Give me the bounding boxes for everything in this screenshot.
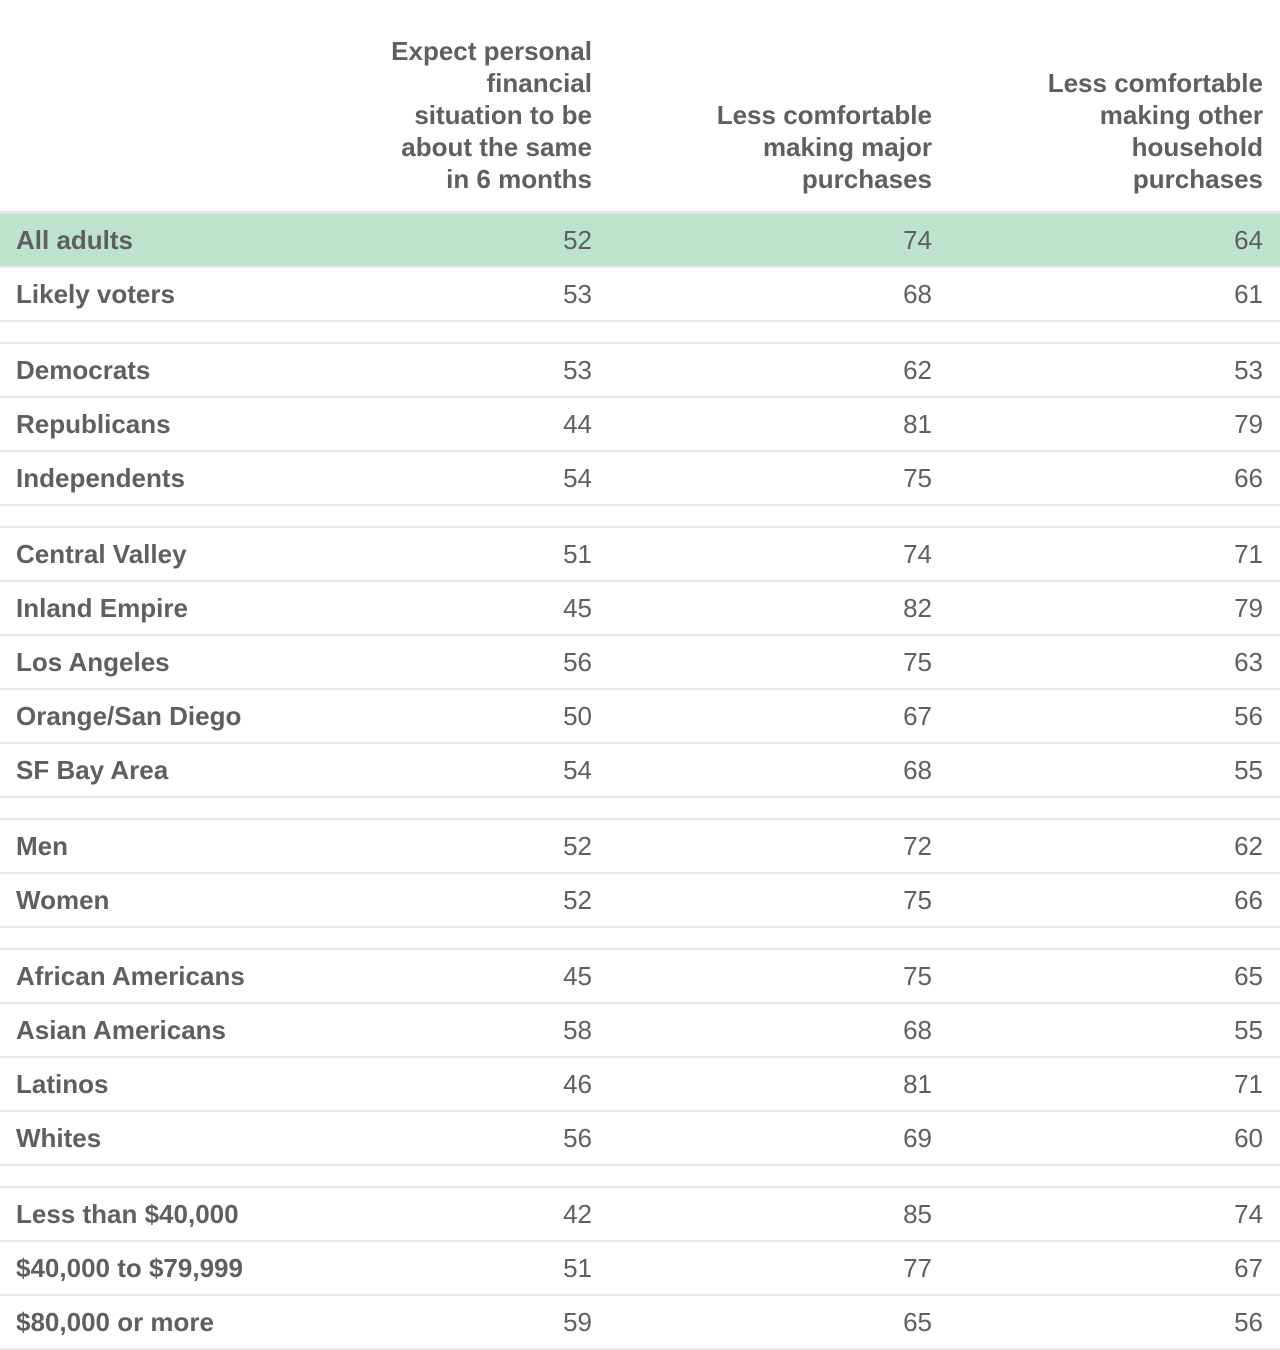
column-header-line: Less comfortable (1047, 68, 1263, 98)
table-cell: 77 (903, 1253, 932, 1283)
row-label: $40,000 to $79,999 (16, 1253, 243, 1283)
table-row (0, 344, 1280, 398)
row-label: Likely voters (16, 279, 175, 309)
table-cell: 64 (1234, 225, 1263, 255)
table-cell: 54 (563, 463, 592, 493)
row-label: African Americans (16, 961, 245, 991)
column-header-line: making major (762, 132, 932, 162)
column-header-line: Expect personal (391, 36, 592, 66)
column-header-line: situation to be (414, 100, 592, 130)
table-cell: 66 (1234, 463, 1263, 493)
table-cell: 67 (903, 701, 932, 731)
table-row (0, 582, 1280, 636)
table-cell: 55 (1234, 755, 1263, 785)
column-header-line: in 6 months (446, 164, 592, 194)
table-row (0, 950, 1280, 1004)
row-label: Los Angeles (16, 647, 170, 677)
row-label: Orange/San Diego (16, 701, 242, 731)
column-header-financial-situation (332, 35, 592, 195)
row-label: Whites (16, 1123, 102, 1153)
table-cell: 62 (1234, 831, 1263, 861)
table-row (0, 1296, 1280, 1350)
table-cell: 45 (563, 593, 592, 623)
table-cell: 74 (1234, 1199, 1263, 1229)
table-row (0, 1058, 1280, 1112)
table-cell: 81 (903, 409, 932, 439)
table-cell: 79 (1234, 409, 1263, 439)
table-cell: 65 (1234, 961, 1263, 991)
table-cell: 74 (903, 225, 932, 255)
table-row (0, 1242, 1280, 1296)
table-cell: 56 (563, 647, 592, 677)
table-cell: 58 (563, 1015, 592, 1045)
table-cell: 50 (563, 701, 592, 731)
table-cell: 75 (903, 961, 932, 991)
table-cell: 68 (903, 755, 932, 785)
table-row (0, 690, 1280, 744)
table-cell: 54 (563, 755, 592, 785)
table-cell: 52 (563, 831, 592, 861)
group-divider (0, 506, 1280, 528)
table-row (0, 398, 1280, 452)
group-divider (0, 928, 1280, 950)
row-label: Asian Americans (16, 1015, 227, 1045)
row-label: SF Bay Area (16, 755, 169, 785)
table-cell: 66 (1234, 885, 1263, 915)
table-cell: 69 (903, 1123, 932, 1153)
table-cell: 75 (903, 647, 932, 677)
row-label: Latinos (16, 1069, 109, 1099)
table-row (0, 452, 1280, 506)
table-cell: 52 (563, 885, 592, 915)
row-label: Inland Empire (16, 593, 188, 623)
table-row (0, 744, 1280, 798)
table-row (0, 268, 1280, 322)
row-label: Democrats (16, 355, 151, 385)
table-cell: 68 (903, 1015, 932, 1045)
table-row (0, 528, 1280, 582)
table-cell: 62 (903, 355, 932, 385)
table-cell: 79 (1234, 593, 1263, 623)
table-cell: 63 (1234, 647, 1263, 677)
column-header-line: Less comfortable (716, 100, 932, 130)
group-divider (0, 1166, 1280, 1188)
row-label: Men (16, 831, 68, 861)
table-cell: 67 (1234, 1253, 1263, 1283)
table-cell: 46 (563, 1069, 592, 1099)
row-label: All adults (16, 225, 134, 255)
group-divider (0, 798, 1280, 820)
table-cell: 71 (1234, 539, 1263, 569)
table-cell: 85 (903, 1199, 932, 1229)
table-row (0, 820, 1280, 874)
table-row (0, 874, 1280, 928)
table-row (0, 1188, 1280, 1242)
column-header-line: financial (486, 68, 592, 98)
table-cell: 55 (1234, 1015, 1263, 1045)
column-header-line: about the same (401, 132, 592, 162)
table-cell: 81 (903, 1069, 932, 1099)
column-header-line: making other (1099, 100, 1263, 130)
table-cell: 75 (903, 463, 932, 493)
table-cell: 75 (903, 885, 932, 915)
table-header (0, 0, 1280, 214)
table-row (0, 1112, 1280, 1166)
table-cell: 71 (1234, 1069, 1263, 1099)
table-cell: 45 (563, 961, 592, 991)
column-header-line: household (1131, 132, 1263, 162)
column-header-line: purchases (1132, 164, 1263, 194)
table-cell: 61 (1234, 279, 1263, 309)
table-cell: 65 (903, 1307, 932, 1337)
table-cell: 42 (563, 1199, 592, 1229)
row-label: Less than $40,000 (16, 1199, 239, 1229)
table-cell: 68 (903, 279, 932, 309)
table-cell: 53 (1234, 355, 1263, 385)
table-cell: 51 (563, 539, 592, 569)
row-label: Central Valley (16, 539, 187, 569)
row-label: Women (16, 885, 110, 915)
table-cell: 74 (903, 539, 932, 569)
table-row (0, 636, 1280, 690)
table-cell: 59 (563, 1307, 592, 1337)
table-cell: 53 (563, 279, 592, 309)
row-label: $80,000 or more (16, 1307, 215, 1337)
table-cell: 72 (903, 831, 932, 861)
table-cell: 53 (563, 355, 592, 385)
row-label: Republicans (16, 409, 171, 439)
table-cell: 56 (563, 1123, 592, 1153)
table-cell: 56 (1234, 701, 1263, 731)
group-divider (0, 322, 1280, 344)
column-header-household-purchases (1003, 67, 1263, 195)
table-cell: 51 (563, 1253, 592, 1283)
row-label: Independents (16, 463, 186, 493)
table-body (0, 214, 1280, 1350)
table-cell: 44 (563, 409, 592, 439)
table-cell: 56 (1234, 1307, 1263, 1337)
table-cell: 82 (903, 593, 932, 623)
table-row (0, 214, 1280, 268)
column-header-major-purchases (672, 99, 932, 195)
table-row (0, 1004, 1280, 1058)
table-cell: 52 (563, 225, 592, 255)
table-cell: 60 (1234, 1123, 1263, 1153)
column-header-line: purchases (801, 164, 932, 194)
